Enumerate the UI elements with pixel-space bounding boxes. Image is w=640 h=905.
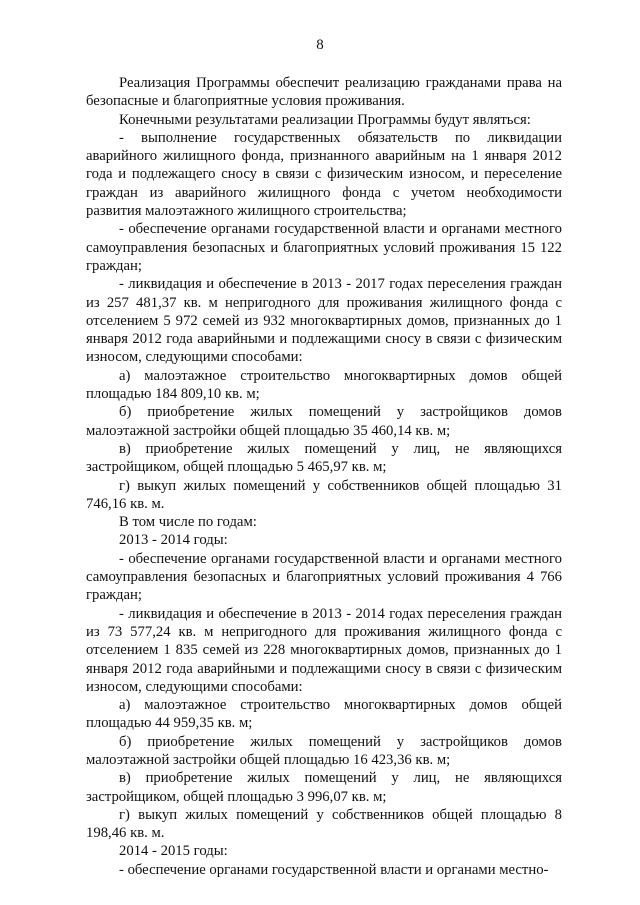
list-item: г) выкуп жилых помещений у собственников общей площадью 31 746,16 кв. м.	[86, 477, 562, 512]
page-number: 8	[316, 37, 324, 53]
list-item: г) выкуп жилых помещений у собственников общей площадью 8 198,46 кв. м.	[86, 806, 562, 842]
list-item: в) приобретение жилых помещений у лиц, не являющихся застройщиком, общей площадью 3 996,07 кв. м;	[86, 770, 562, 805]
list-item: - обеспечение органами государственной власти и органами местного самоуправления безопасных и благоприятных условий проживания 15 122 граждан;	[86, 221, 562, 274]
list-item: - выполнение государственных обязательств по ликвидации аварийного жилищного фонда, признанного аварийным на 1 января 2012 года и подлежащего сносу в связи с физическим износом, и переселение граждан из аварийного жилищного фонда с учетом необходимости развития малоэтажного жилищного строительства;	[86, 129, 562, 220]
list-item: - обеспечение органами государственной власти и органами местного самоуправления безопасных и благоприятных условий проживания 4 766 граждан;	[86, 550, 562, 604]
list-item: б) приобретение жилых помещений у застройщиков домов малоэтажной застройки общей площадью 35 460,14 кв. м;	[86, 404, 562, 439]
paragraph: В том числе по годам:	[119, 514, 257, 531]
list-item: - ликвидация и обеспечение в 2013 - 2017 годах переселения граждан из 257 481,37 кв. м непригодного для проживания жилищного фонда с отселением 5 972 семей из 932 многоквартирных домов, признанных до 1 января 2012 года аварийными и подлежащими сносу в связи с физическим износом, следующими способами:	[86, 276, 562, 366]
list-item: - ликвидация и обеспечение в 2013 - 2014 годах переселения граждан из 73 577,24 кв. м непригодного для проживания жилищного фонда с отселением 1 835 семей из 228 многоквартирных домов, признанных до 1 января 2012 года аварийными и подлежащими сносу в связи с физическим износом, следующими способами:	[86, 605, 562, 695]
section-heading: 2013 - 2014 годы:	[119, 532, 228, 549]
section-heading: 2014 - 2015 годы:	[119, 843, 228, 860]
list-item: а) малоэтажное строительство многоквартирных домов общей площадью 44 959,35 кв. м;	[86, 697, 562, 732]
list-item: в) приобретение жилых помещений у лиц, не являющихся застройщиком, общей площадью 5 465,97 кв. м;	[86, 440, 562, 476]
list-item: а) малоэтажное строительство многоквартирных домов общей площадью 184 809,10 кв. м;	[86, 367, 562, 403]
list-item: б) приобретение жилых помещений у застройщиков домов малоэтажной застройки общей площадью 16 423,36 кв. м;	[86, 733, 562, 768]
paragraph: Конечными результатами реализации Программы будут являться:	[119, 111, 531, 128]
list-item: - обеспечение органами государственной власти и органами местно-	[119, 861, 549, 878]
document-body	[86, 74, 562, 879]
paragraph: Реализация Программы обеспечит реализацию гражданами права на безопасные и благоприятные условия проживания.	[86, 75, 562, 110]
